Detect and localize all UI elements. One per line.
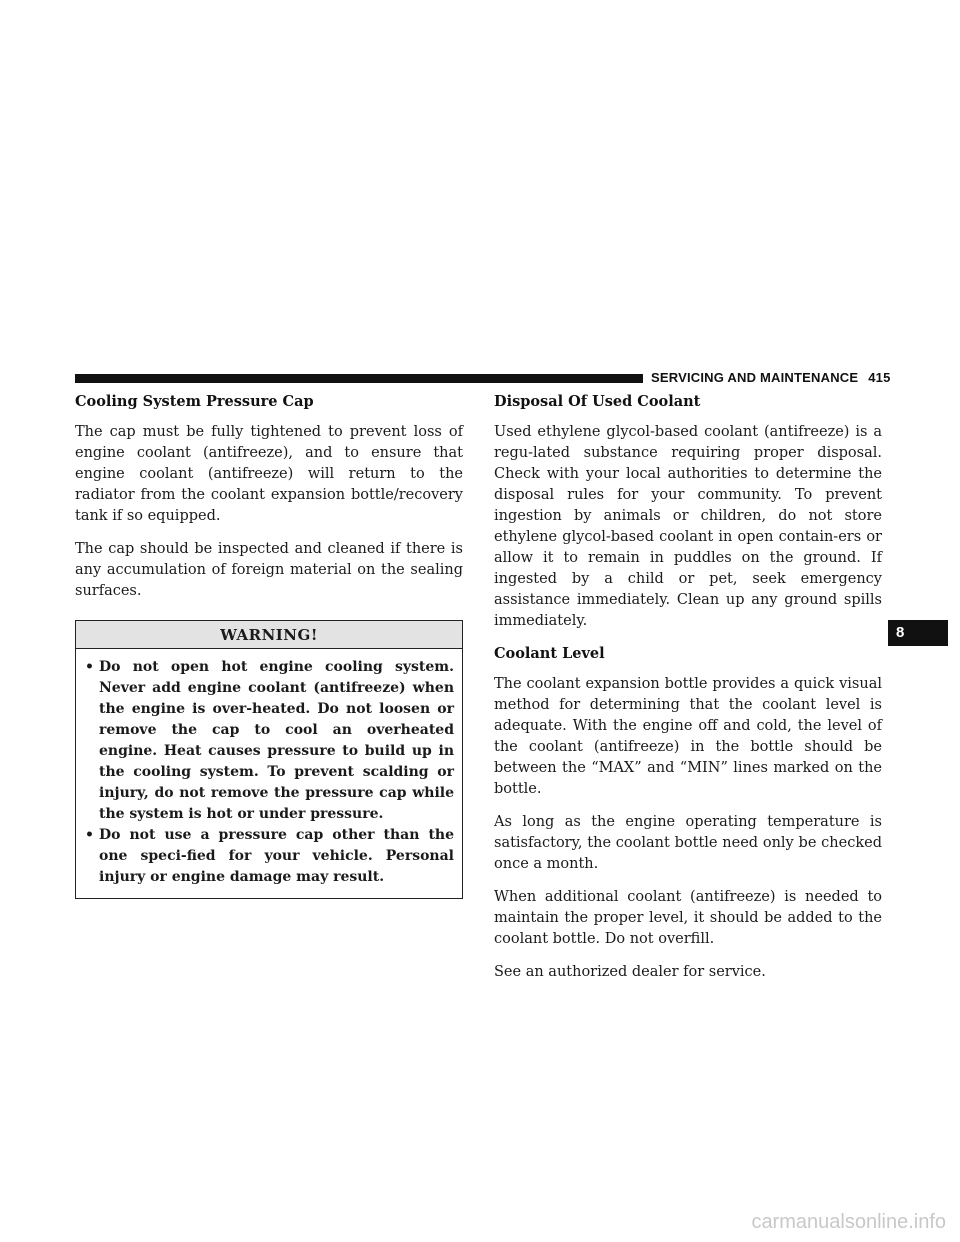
warning-item [84, 657, 454, 825]
page-number: 415 [868, 370, 891, 385]
coolant-level-paragraph-4: See an authorized dealer for service. [494, 964, 766, 980]
running-header [651, 370, 891, 385]
warning-title: WARNING! [76, 621, 462, 649]
section-tab: 8 [888, 620, 948, 646]
warning-item-text: Do not use a pressure cap other than the one speci-fied for your vehicle. Personal injury or engine damage may result. [99, 827, 454, 885]
disposal-heading: Disposal Of Used Coolant [494, 393, 701, 410]
warning-list [76, 649, 462, 898]
bullet-icon: • [85, 827, 94, 843]
warning-box [75, 620, 463, 899]
right-column [494, 392, 882, 995]
left-column [75, 392, 463, 899]
header-rule [75, 374, 643, 383]
coolant-level-paragraph-3: When additional coolant (antifreeze) is needed to maintain the proper level, it should be added to the coolant bottle. Do not overfill. [494, 889, 882, 947]
warning-item [84, 825, 454, 888]
header-title: SERVICING AND MAINTENANCE [651, 370, 859, 385]
warning-item-text: Do not open hot engine cooling system. Never add engine coolant (antifreeze) when the engine is over-heated. Do not loosen or remove the cap to cool an overheated engine. Heat causes pressure to build up in the cooling system. To prevent scalding or injury, do not remove the pressure cap while the system is hot or under pressure. [99, 659, 454, 822]
coolant-level-paragraph-2: As long as the engine operating temperature is satisfactory, the coolant bottle need only be checked once a month. [494, 814, 882, 872]
coolant-level-paragraph-1: The coolant expansion bottle provides a quick visual method for determining that the coolant level is adequate. With the engine off and cold, the level of the coolant (antifreeze) in the bottle should be between the “MAX” and “MIN” lines marked on the bottle. [494, 676, 882, 797]
pressure-cap-paragraph-1: The cap must be fully tightened to prevent loss of engine coolant (antifreeze), and to ensure that engine coolant (antifreeze) will return to the radiator from the coolant expansion bottle/recovery tank if so equipped. [75, 424, 463, 524]
bullet-icon: • [85, 659, 94, 675]
pressure-cap-heading: Cooling System Pressure Cap [75, 393, 314, 410]
coolant-level-heading: Coolant Level [494, 645, 605, 662]
disposal-paragraph: Used ethylene glycol-based coolant (antifreeze) is a regu-lated substance requiring proper disposal. Check with your local authorities to determine the disposal rules for your community. To prevent ingestion by animals or children, do not store ethylene glycol-based coolant in open contain-ers or allow it to remain in puddles on the ground. If ingested by a child or pet, seek emergency assistance immediately. Clean up any ground spills immediately. [494, 424, 882, 629]
watermark: carmanualsonline.info [751, 1211, 946, 1233]
pressure-cap-paragraph-2: The cap should be inspected and cleaned if there is any accumulation of foreign material on the sealing surfaces. [75, 541, 463, 599]
